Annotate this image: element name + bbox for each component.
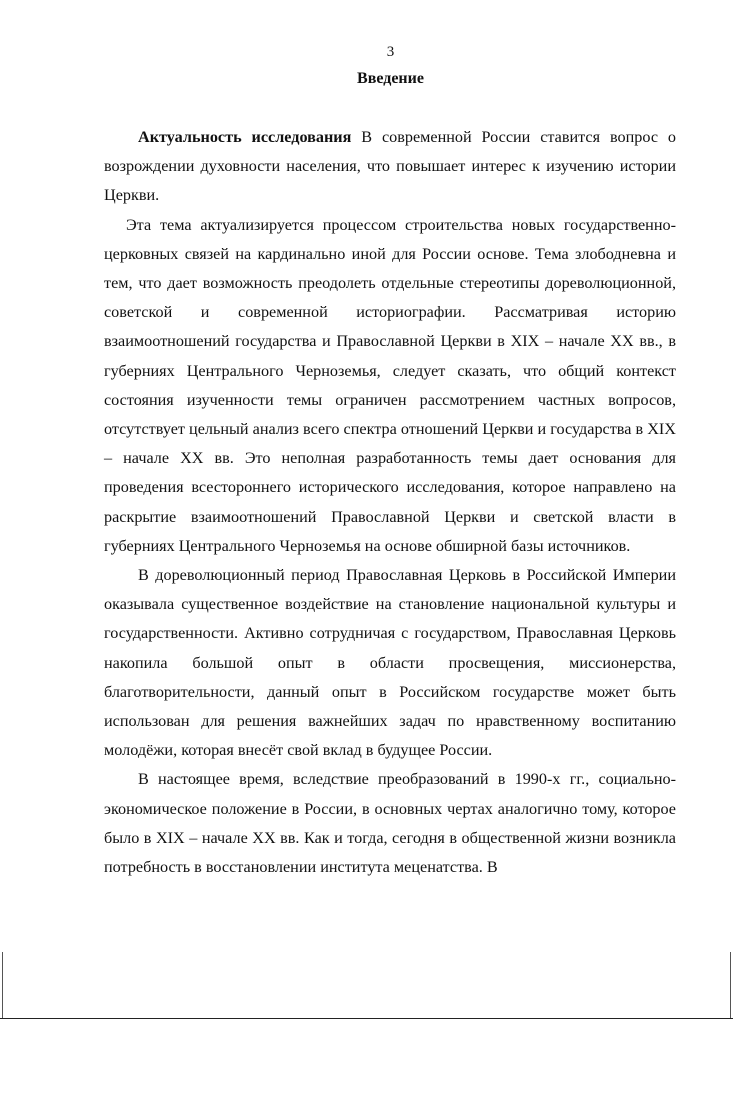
paragraph-relevance bbox=[104, 123, 676, 211]
paragraph: В дореволюционный период Православная Церковь в Российской Империи оказывала существенное воздействие на становление национальной культуры и государственности. Активно сотрудничая с государством, Православная Церковь накопила большой опыт в области просвещения, миссионерства, благотворительности, данный опыт в Российском государстве может быть использован для решения важнейших задач по нравственному воспитанию молодёжи, которая внесёт свой вклад в будущее России. bbox=[104, 566, 676, 760]
paragraph: В настоящее время, вследствие преобразований в 1990-х гг., социально-экономическое положение в России, в основных чертах аналогично тому, которое было в XIX – начале XX вв. Как и тогда, сегодня в общественной жизни возникла потребность в восстановлении института меценатства. В bbox=[104, 770, 676, 877]
scan-edge-left bbox=[2, 952, 3, 1018]
paragraph-text: В современной России ставится вопрос о возрождении духовности населения, что повышает интерес к изучению истории Церкви. bbox=[104, 128, 676, 205]
page-bottom-edge bbox=[0, 1018, 733, 1019]
scan-edge-right bbox=[730, 952, 731, 1018]
paragraph-lead: Актуальность исследования bbox=[138, 128, 352, 146]
body-text bbox=[104, 123, 676, 882]
section-heading: Введение bbox=[357, 70, 424, 87]
paragraph: Эта тема актуализируется процессом строительства новых государственно-церковных связей на кардинально иной для России основе. Тема злободневна и тем, что дает возможность преодолеть отдельные стереотипы дореволюционной, советской и современной историографии. Рассматривая историю взаимоотношений государства и Православной Церкви в XIX – начале XX вв., в губерниях Центрального Черноземья, следует сказать, что общий контекст состояния изученности темы ограничен рассмотрением частных вопросов, отсутствует цельный анализ всего спектра отношений Церкви и государства в XIX – начале XX вв. Это неполная разработанность темы дает основания для проведения всестороннего исторического исследования, которое направлено на раскрытие взаимоотношений Православной Церкви и светской власти в губерниях Центрального Черноземья на основе обширной базы источников. bbox=[104, 215, 676, 555]
page-number: 3 bbox=[386, 44, 395, 60]
